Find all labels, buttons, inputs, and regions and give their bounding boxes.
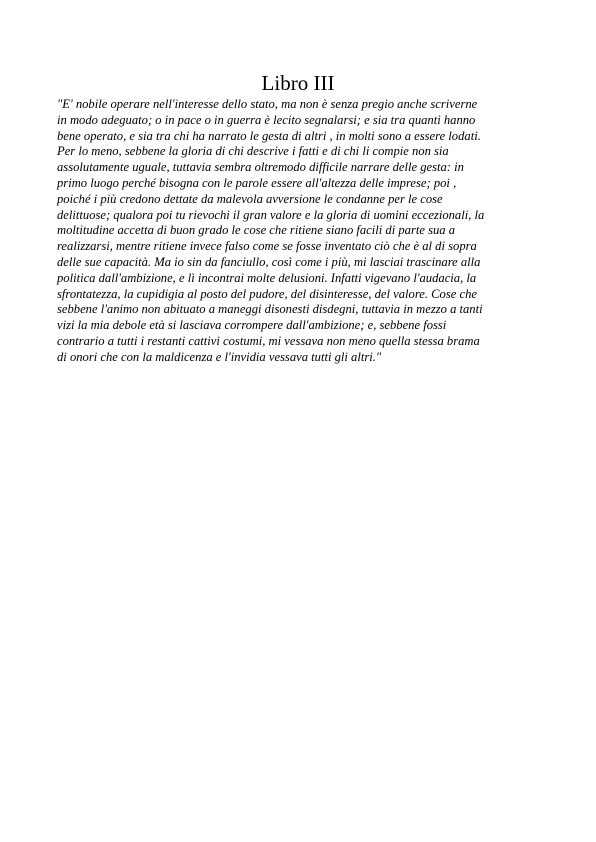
paragraph-line: bene operato, e sia tra chi ha narrato le gesta di altri , in molti sono a essere lodati.	[57, 128, 481, 143]
paragraph-line: poiché i più credono dettate da malevola avversione le condanne per le cose	[57, 191, 443, 206]
paragraph-line: vizi la mia debole età si lasciava corrompere dall'ambizione; e, sebbene fossi	[57, 318, 447, 333]
paragraph-line: politica dall'ambizione, e lì incontrai molte delusioni. Infatti vigevano l'audacia, la	[57, 270, 477, 285]
paragraph-line: Per lo meno, sebbene la gloria di chi descrive i fatti e di chi li compie non sia	[57, 144, 449, 159]
paragraph-line: sfrontatezza, la cupidigia al posto del pudore, del disinteresse, del valore. Cose che	[57, 286, 477, 301]
paragraph-line: primo luogo perché bisogna con le parole essere all'altezza delle imprese; poi ,	[57, 175, 457, 190]
paragraph-line: di onori che con la maldicenza e l'invidia vessava tutti gli altri."	[57, 349, 382, 364]
paragraph-line: assolutamente uguale, tuttavia sembra oltremodo difficile narrare delle gesta: in	[57, 160, 464, 175]
paragraph-line: realizzarsi, mentre ritiene invece falso come se fosse inventato ciò che è al di sopra	[57, 239, 477, 254]
paragraph-line: moltitudine accetta di buon grado le cose che ritiene siano facili di parte sua a	[57, 223, 456, 238]
paragraph-line: "E' nobile operare nell'interesse dello stato, ma non è senza pregio anche scriverne	[57, 97, 478, 111]
page-title: Libro III	[261, 71, 335, 95]
paragraph-line: contrario a tutti i restanti cattivi costumi, mi vessava non meno quella stessa brama	[57, 333, 480, 348]
paragraph-line: sebbene l'animo non abituato a maneggi disonesti disdegni, tuttavia in mezzo a tanti	[57, 302, 483, 317]
paragraph-line: in modo adeguato; o in pace o in guerra è lecito segnalarsi; e sia tra quanti hanno	[57, 112, 476, 127]
paragraph-line: delle sue capacità. Ma io sin da fanciullo, così come i più, mi lasciai trascinare alla	[57, 254, 481, 269]
paragraph-line: delittuose; qualora poi tu rievochi il gran valore e la gloria di uomini eccezionali, la	[57, 207, 485, 222]
body-paragraph	[57, 97, 543, 366]
